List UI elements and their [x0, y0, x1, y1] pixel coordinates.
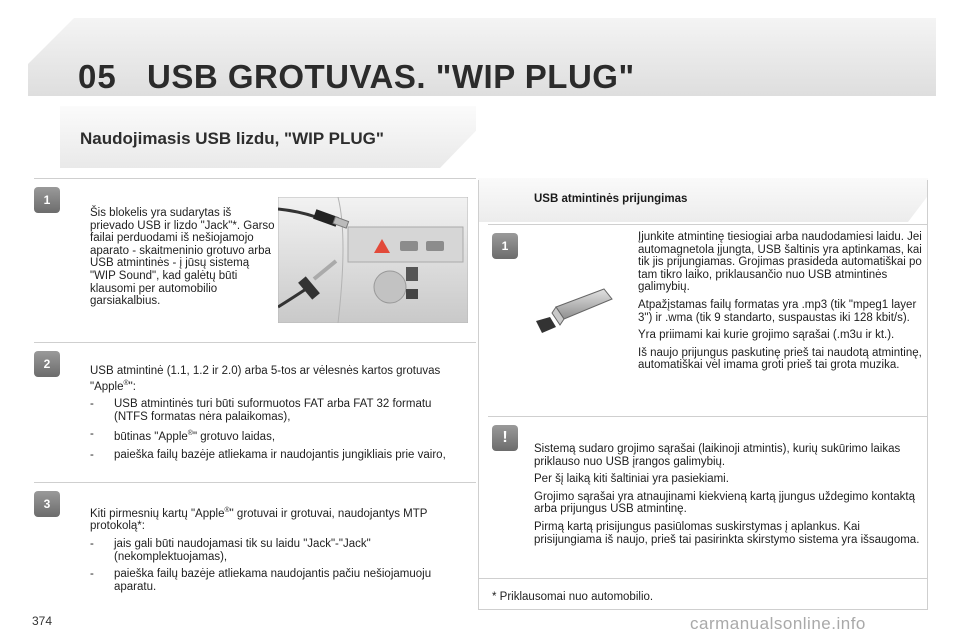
paragraph: Per šį laiką kiti šaltiniai yra pasiekiami.: [534, 473, 729, 486]
paragraph: Įjunkite atmintinę tiesiogiai arba naudodamiesi laidu. Jei automagnetola įjungta, USB šaltinis yra aptinkamas, kai tik jis prijungiamas. Grojimas prasideda automatiškai po tam tikro laiko, priklausančio nuo USB atmintinės galimybių.: [638, 231, 922, 294]
paragraph: Sistemą sudaro grojimo sąrašai (laikinoji atmintis), kurių sukūrimo laikas priklauso nuo USB įrangos galimybių.: [534, 443, 901, 468]
block-1-text: Šis blokelis yra sudarytas iš prievado USB ir lizdo "Jack"*. Garso failai perduodami iš nešiojamojo aparato - skaitmeninio grotuvo arba USB atmintinės - į jūsų sistemą "WIP Sound", kad galėtų būti klausomi per automobilio garsiakalbius.: [90, 207, 275, 308]
step-badge-3: 3: [34, 491, 60, 517]
block-3-intro: Kiti pirmesnių kartų "Apple®" grotuvai ir grotuvai, naudojantys MTP protokolą*:: [90, 507, 428, 533]
right-header: USB atmintinės prijungimas: [534, 193, 688, 205]
list-item: - paieška failų bazėje atliekama ir naudojantis jungikliais prie vairo,: [90, 449, 462, 462]
list-item: - būtinas "Apple®" grotuvo laidas,: [90, 428, 462, 443]
step-badge-2: 2: [34, 351, 60, 377]
step-badge-1: 1: [34, 187, 60, 213]
left-block-2: [34, 342, 476, 478]
list-item: - paieška failų bazėje atliekama naudojantis pačiu nešiojamuoju aparatu.: [90, 568, 462, 593]
usb-jack-illustration: [278, 197, 468, 323]
block-2-intro: USB atmintinė (1.1, 1.2 ir 2.0) arba 5-tos ar vėlesnės kartos grotuvas "Apple®":: [90, 365, 441, 393]
left-block-1: [34, 178, 476, 338]
list-item: - USB atmintinės turi būti suformuotos FAT arba FAT 32 formatu (NTFS formatas nėra palaikomas),: [90, 398, 462, 423]
footnote: * Priklausomai nuo automobilio.: [492, 591, 654, 603]
step-badge-r1: 1: [492, 233, 518, 259]
watermark: carmanualsonline.info: [690, 614, 866, 633]
section-title: Naudojimasis USB lizdu, "WIP PLUG": [80, 129, 384, 148]
chapter-title: USB GROTUVAS. "WIP PLUG": [147, 58, 635, 95]
right-column-frame: [478, 180, 928, 610]
chapter-number: 05: [78, 58, 117, 95]
paragraph: Yra priimami kai kurie grojimo sąrašai (.m3u ir kt.).: [638, 329, 895, 342]
paragraph: Atpažįstamas failų formatas yra .mp3 (tik "mpeg1 layer 3") ir .wma (tik 9 standarto, suspaustas iki 128 kbit/s).: [638, 298, 917, 324]
paragraph: Iš naujo prijungus paskutinę prieš tai naudotą atmintinę, automatiškai vėl imama groti prieš tai grota muzika.: [638, 346, 922, 372]
paragraph: Grojimo sąrašai yra atnaujinami kiekvieną kartą įjungus uždegimo kontaktą arba prijungus USB atmintinę.: [534, 490, 915, 516]
page-number: 374: [32, 614, 53, 628]
paragraph: Pirmą kartą prisijungus pasiūlomas suskirstymas į aplankus. Kai prisijungiama iš naujo, prieš tai pasirinkta skirstymo sistema yra išsaugoma.: [534, 520, 920, 546]
left-block-3: [34, 482, 476, 610]
warning-icon: !: [492, 425, 518, 451]
footnote-box: [478, 578, 928, 610]
list-item: - jais gali būti naudojamasi tik su laidu "Jack"-"Jack" (nekomplektuojamas),: [90, 538, 462, 563]
